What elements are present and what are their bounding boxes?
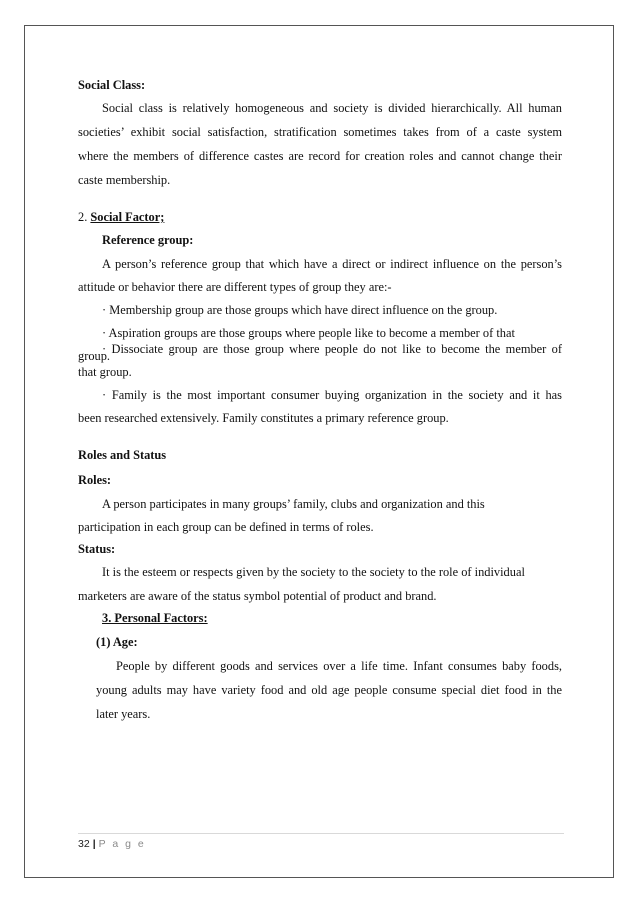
bullet-dissociate-cont: that group. — [78, 365, 132, 379]
roles-line-2: participation in each group can be defined in terms of roles. — [78, 520, 374, 534]
bullet-membership: · Membership group are those groups which have direct influence on the group. — [102, 303, 498, 317]
heading-status: Status: — [78, 542, 116, 556]
status-line-2: marketers are aware of the status symbol potential of product and brand. — [78, 589, 437, 603]
status-line-1: It is the esteem or respects given by the society to the society to the role of individual — [102, 565, 525, 579]
reference-intro-line-2: attitude or behavior there are different types of group they are:- — [78, 280, 392, 294]
bullet-aspiration-cont: group. — [78, 349, 111, 363]
social-class-line-4: caste membership. — [78, 173, 171, 187]
bullet-aspiration: · Aspiration groups are those groups where people like to become a member of that — [102, 326, 515, 340]
social-factor-title: Social Factor; — [90, 210, 165, 224]
heading-reference-group: Reference group: — [102, 233, 194, 247]
social-class-line-3: where the members of difference castes are record for creation roles and cannot change their — [78, 149, 562, 163]
age-line-1: People by different goods and services over a life time. Infant consumes baby foods, — [116, 659, 562, 673]
heading-social-factor — [78, 209, 164, 225]
social-class-line-2: societies’ exhibit social satisfaction, stratification sometimes takes from of a caste system — [78, 125, 562, 139]
heading-roles: Roles: — [78, 473, 112, 487]
roles-line-1: A person participates in many groups’ family, clubs and organization and this — [102, 497, 485, 511]
age-line-3: later years. — [96, 707, 151, 721]
section-number: 2. — [78, 210, 88, 224]
page-label: P a g e — [98, 838, 146, 850]
age-line-2: young adults may have variety food and old age people consume special diet food in the — [96, 683, 562, 697]
heading-personal-factors: 3. Personal Factors: — [102, 611, 208, 625]
heading-age: (1) Age: — [96, 635, 138, 649]
footer-separator: | — [92, 838, 96, 850]
social-class-line-1: Social class is relatively homogeneous and society is divided hierarchically. All human — [102, 101, 562, 115]
heading-social-class: Social Class: — [78, 78, 146, 92]
page-footer — [78, 838, 146, 850]
footer-divider — [78, 833, 564, 834]
bullet-family: · Family is the most important consumer buying organization in the society and it has — [102, 388, 562, 402]
bullet-family-cont: been researched extensively. Family constitutes a primary reference group. — [78, 411, 449, 425]
heading-roles-status: Roles and Status — [78, 448, 167, 462]
reference-intro-line-1: A person’s reference group that which have a direct or indirect influence on the person’s — [102, 257, 562, 271]
bullet-dissociate: · Dissociate group are those group where people do not like to become the member of — [102, 342, 562, 356]
page-number: 32 — [78, 838, 90, 850]
